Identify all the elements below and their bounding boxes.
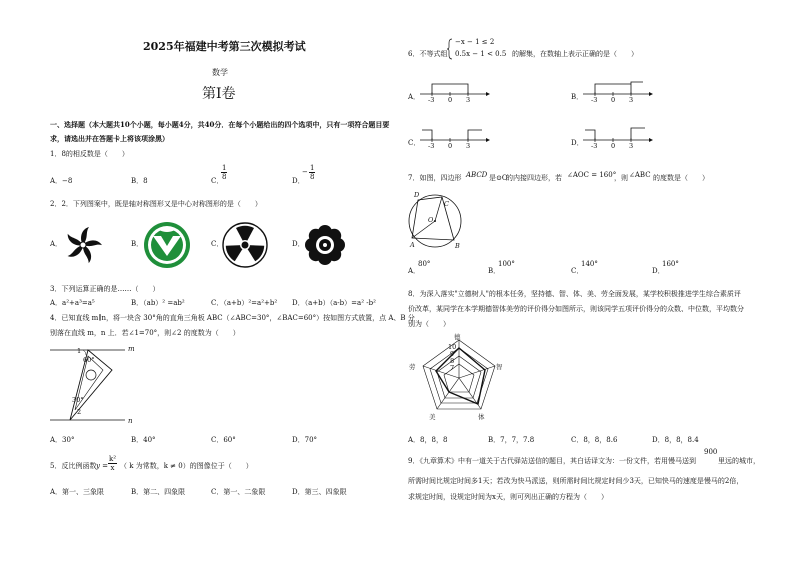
q1-d-sign: −: [302, 168, 308, 176]
q4-triangle-figure: [50, 340, 150, 425]
q8-scale-9: 9: [450, 350, 455, 358]
q3-stem: 3．下列运算正确的是……（ ）: [50, 285, 160, 293]
q5-fraction: [108, 455, 117, 472]
q5-option-d: D．第三、四象限: [292, 488, 347, 496]
q4-stem-line2: 别落在直线 m，n 上．若∠1=70°，则∠2 的度数为（ ）: [50, 329, 240, 337]
q1-option-b: B．8: [131, 177, 148, 185]
q1-d-numerator: 1: [310, 164, 315, 172]
q1-c-denominator: 8: [222, 173, 227, 181]
q7-abcd: ABCD: [466, 171, 488, 179]
pinwheel-figure: [60, 222, 106, 268]
q7-stem-d: ，则: [614, 174, 628, 182]
q6-inequality2: 0.5x − 1 < 0.5: [455, 50, 507, 58]
q2-option-a: A．: [50, 240, 63, 248]
q5-option-b: B．第二、四象限: [131, 488, 186, 496]
q2-option-d: D．: [292, 240, 305, 248]
q7-point-b: B: [455, 242, 460, 250]
q6-stem-a: 6．不等式组: [408, 50, 448, 58]
q7-abc: ∠ABC: [629, 171, 651, 179]
q5-option-a: A．第一、三象限: [50, 488, 105, 496]
q9-line2: 所需时间比规定时间多1天；若改为快马派送，则所需时间比规定时间少3天，已知快马的速度是慢马的2倍，: [408, 477, 744, 485]
q1-d-denominator: 8: [310, 173, 315, 181]
q6c-tick-3: 3: [466, 142, 471, 150]
q8-axis-zhi: 智: [496, 363, 503, 371]
q7-option-b-value: 100°: [498, 260, 515, 268]
q7-option-d-value: 160°: [662, 260, 679, 268]
q7-aoc: ∠AOC = 160°: [567, 171, 617, 179]
q6-option-a: A．: [408, 93, 421, 101]
section-intro-line1: 一、选择题（本大题共10个小题，每小题4分，共40分．在每个小题给出的四个选项中，只有一项符合题目要: [50, 120, 390, 129]
q9-900: 900: [704, 448, 718, 456]
q3-option-d: D．（a+b）（a-b）=a² -b²: [292, 299, 376, 307]
q7-option-c-value: 140°: [581, 260, 598, 268]
q7-option-d: D．: [652, 267, 665, 275]
q2-stem: 2．2．下列图案中，既是轴对称图形又是中心对称图形的是（ ）: [50, 200, 262, 208]
q2-option-b: B．: [131, 240, 144, 248]
q6-option-d: D．: [571, 139, 584, 147]
q4-option-d: D．70°: [292, 436, 318, 444]
q7-point-o: O: [428, 216, 434, 224]
q3-option-a: A．a²+a³=a⁵: [50, 299, 95, 307]
q8-scale-10: 10: [448, 343, 457, 351]
q8-option-c: C．8，8，8.6: [571, 436, 618, 444]
q6a-tick-0: 0: [448, 96, 453, 104]
q8-scale-8: 8: [450, 357, 455, 365]
q4-option-b: B．40°: [131, 436, 156, 444]
q5-y-equals: y =: [96, 462, 109, 470]
q1-option-c-frac: [221, 164, 227, 181]
q7-option-a: A．: [408, 267, 421, 275]
q6b-tick-0: 0: [611, 96, 616, 104]
q8-axis-mei: 美: [429, 413, 436, 421]
q8-axis-de: 德: [454, 333, 461, 341]
q8-line2: 价改革，某同学在本学期德智体美劳的评价得分如图所示，则该同学五项评价得分的众数、中位数，平均数分: [408, 305, 744, 313]
volume-label: 第Ⅰ卷: [202, 86, 236, 102]
q7-option-c: C．: [571, 267, 584, 275]
q8-line1: 8．为深入落实"立德树人"的根本任务，坚持德、智、体、美、劳全面发展，某学校积极推进学生综合素质评: [408, 290, 741, 298]
q8-line3: 别为（ ）: [408, 320, 450, 328]
q8-option-b: B．7，7，7.8: [488, 436, 535, 444]
q7-option-a-value: 80°: [418, 260, 431, 268]
q6d-tick-0: 0: [611, 142, 616, 150]
q5-stem-a: 5．反比例函数: [50, 462, 97, 470]
q4-angle2-label: 2: [77, 408, 82, 416]
q7-stem-e: 的度数是（ ）: [653, 174, 709, 182]
q6b-tick-3: 3: [629, 96, 634, 104]
q9-line3: 求规定时间，设规定时间为x天，则可列出正确的方程为（ ）: [408, 493, 608, 501]
q4-angle1-label: 1: [77, 347, 82, 355]
q7-point-d: D: [414, 191, 420, 199]
q3-option-b: B．（ab）² =ab²: [131, 299, 185, 307]
green-logo-figure: [143, 220, 191, 270]
q6a-tick-3: 3: [466, 96, 471, 104]
q6a-tick-neg3: -3: [428, 96, 435, 104]
q7-option-b: B．: [488, 267, 501, 275]
q8-option-a: A．8，8，8: [408, 436, 448, 444]
flower-figure: [302, 222, 348, 268]
q1-option-d-frac: [309, 164, 315, 181]
q5-stem-b: （ k 为常数，k ≠ 0）的图像位于（ ）: [120, 462, 253, 470]
q6-stem-b: 的解集，在数轴上表示正确的是（ ）: [512, 50, 638, 58]
q4-angle60-label: 60°: [83, 356, 95, 364]
q7-point-a: A: [410, 241, 415, 249]
q1-stem: 1．8的相反数是（ ）: [50, 150, 129, 158]
radiation-figure: [222, 222, 268, 268]
q3-option-c: C．（a+b）²=a²+b²: [211, 299, 278, 307]
q6b-tick-neg3: -3: [591, 96, 598, 104]
q8-scale-7: 7: [450, 364, 455, 372]
q1-option-a: A．−8: [50, 177, 73, 185]
section-intro-line2: 求，请选出并在答题卡上将该项涂黑）: [50, 134, 169, 143]
q1-option-d-label: D．: [292, 177, 305, 185]
q8-axis-ti: 体: [478, 413, 485, 421]
exam-title: 2025年福建中考第三次模拟考试: [143, 40, 306, 53]
q5-numerator: k²: [109, 455, 117, 463]
subject-label: 数学: [212, 68, 228, 77]
q7-stem-a: 7．如图，四边形: [408, 174, 462, 182]
q5-denominator: x: [110, 464, 115, 472]
q9-line1b: 里远的城市，: [718, 457, 760, 465]
q4-option-c: C．60°: [211, 436, 236, 444]
q6-brace: [446, 38, 454, 60]
q4-line-m-label: m: [128, 345, 135, 353]
q8-option-d: D．8，8，8.4: [652, 436, 699, 444]
q7-point-c: C: [444, 200, 449, 208]
q8-axis-lao: 劳: [409, 363, 416, 371]
q4-angle30-label: 30°: [72, 396, 84, 404]
q9-line1a: 9．《九章算术》中有一道关于古代驿站送信的题目，其白话译文为：一份文件，若用慢马送到: [408, 457, 696, 465]
q5-option-c: C．第一、二象限: [211, 488, 266, 496]
q1-c-numerator: 1: [222, 164, 227, 172]
q8-radar-chart: [418, 332, 500, 424]
q6c-tick-0: 0: [448, 142, 453, 150]
q4-option-a: A．30°: [50, 436, 75, 444]
q7-stem-c: 的内接四边形，若: [506, 174, 562, 182]
q1-option-c-label: C．: [211, 177, 224, 185]
q4-stem-line1: 4．已知直线 m∥n，将一块含 30°角的直角三角板 ABC（∠ABC=30°，∠BAC=60°）按如图方式放置，点 A、B 分: [50, 314, 415, 322]
q6-option-c: C．: [408, 139, 421, 147]
q6d-tick-neg3: -3: [591, 142, 598, 150]
q7-stem-b: 是⊙O: [489, 174, 508, 182]
q4-line-n-label: n: [128, 417, 133, 425]
q2-option-c: C．: [211, 240, 224, 248]
q6-option-b: B．: [571, 93, 584, 101]
q6d-tick-3: 3: [629, 142, 634, 150]
q6c-tick-neg3: -3: [428, 142, 435, 150]
q6-inequality1: −x − 1 ≤ 2: [455, 38, 495, 46]
